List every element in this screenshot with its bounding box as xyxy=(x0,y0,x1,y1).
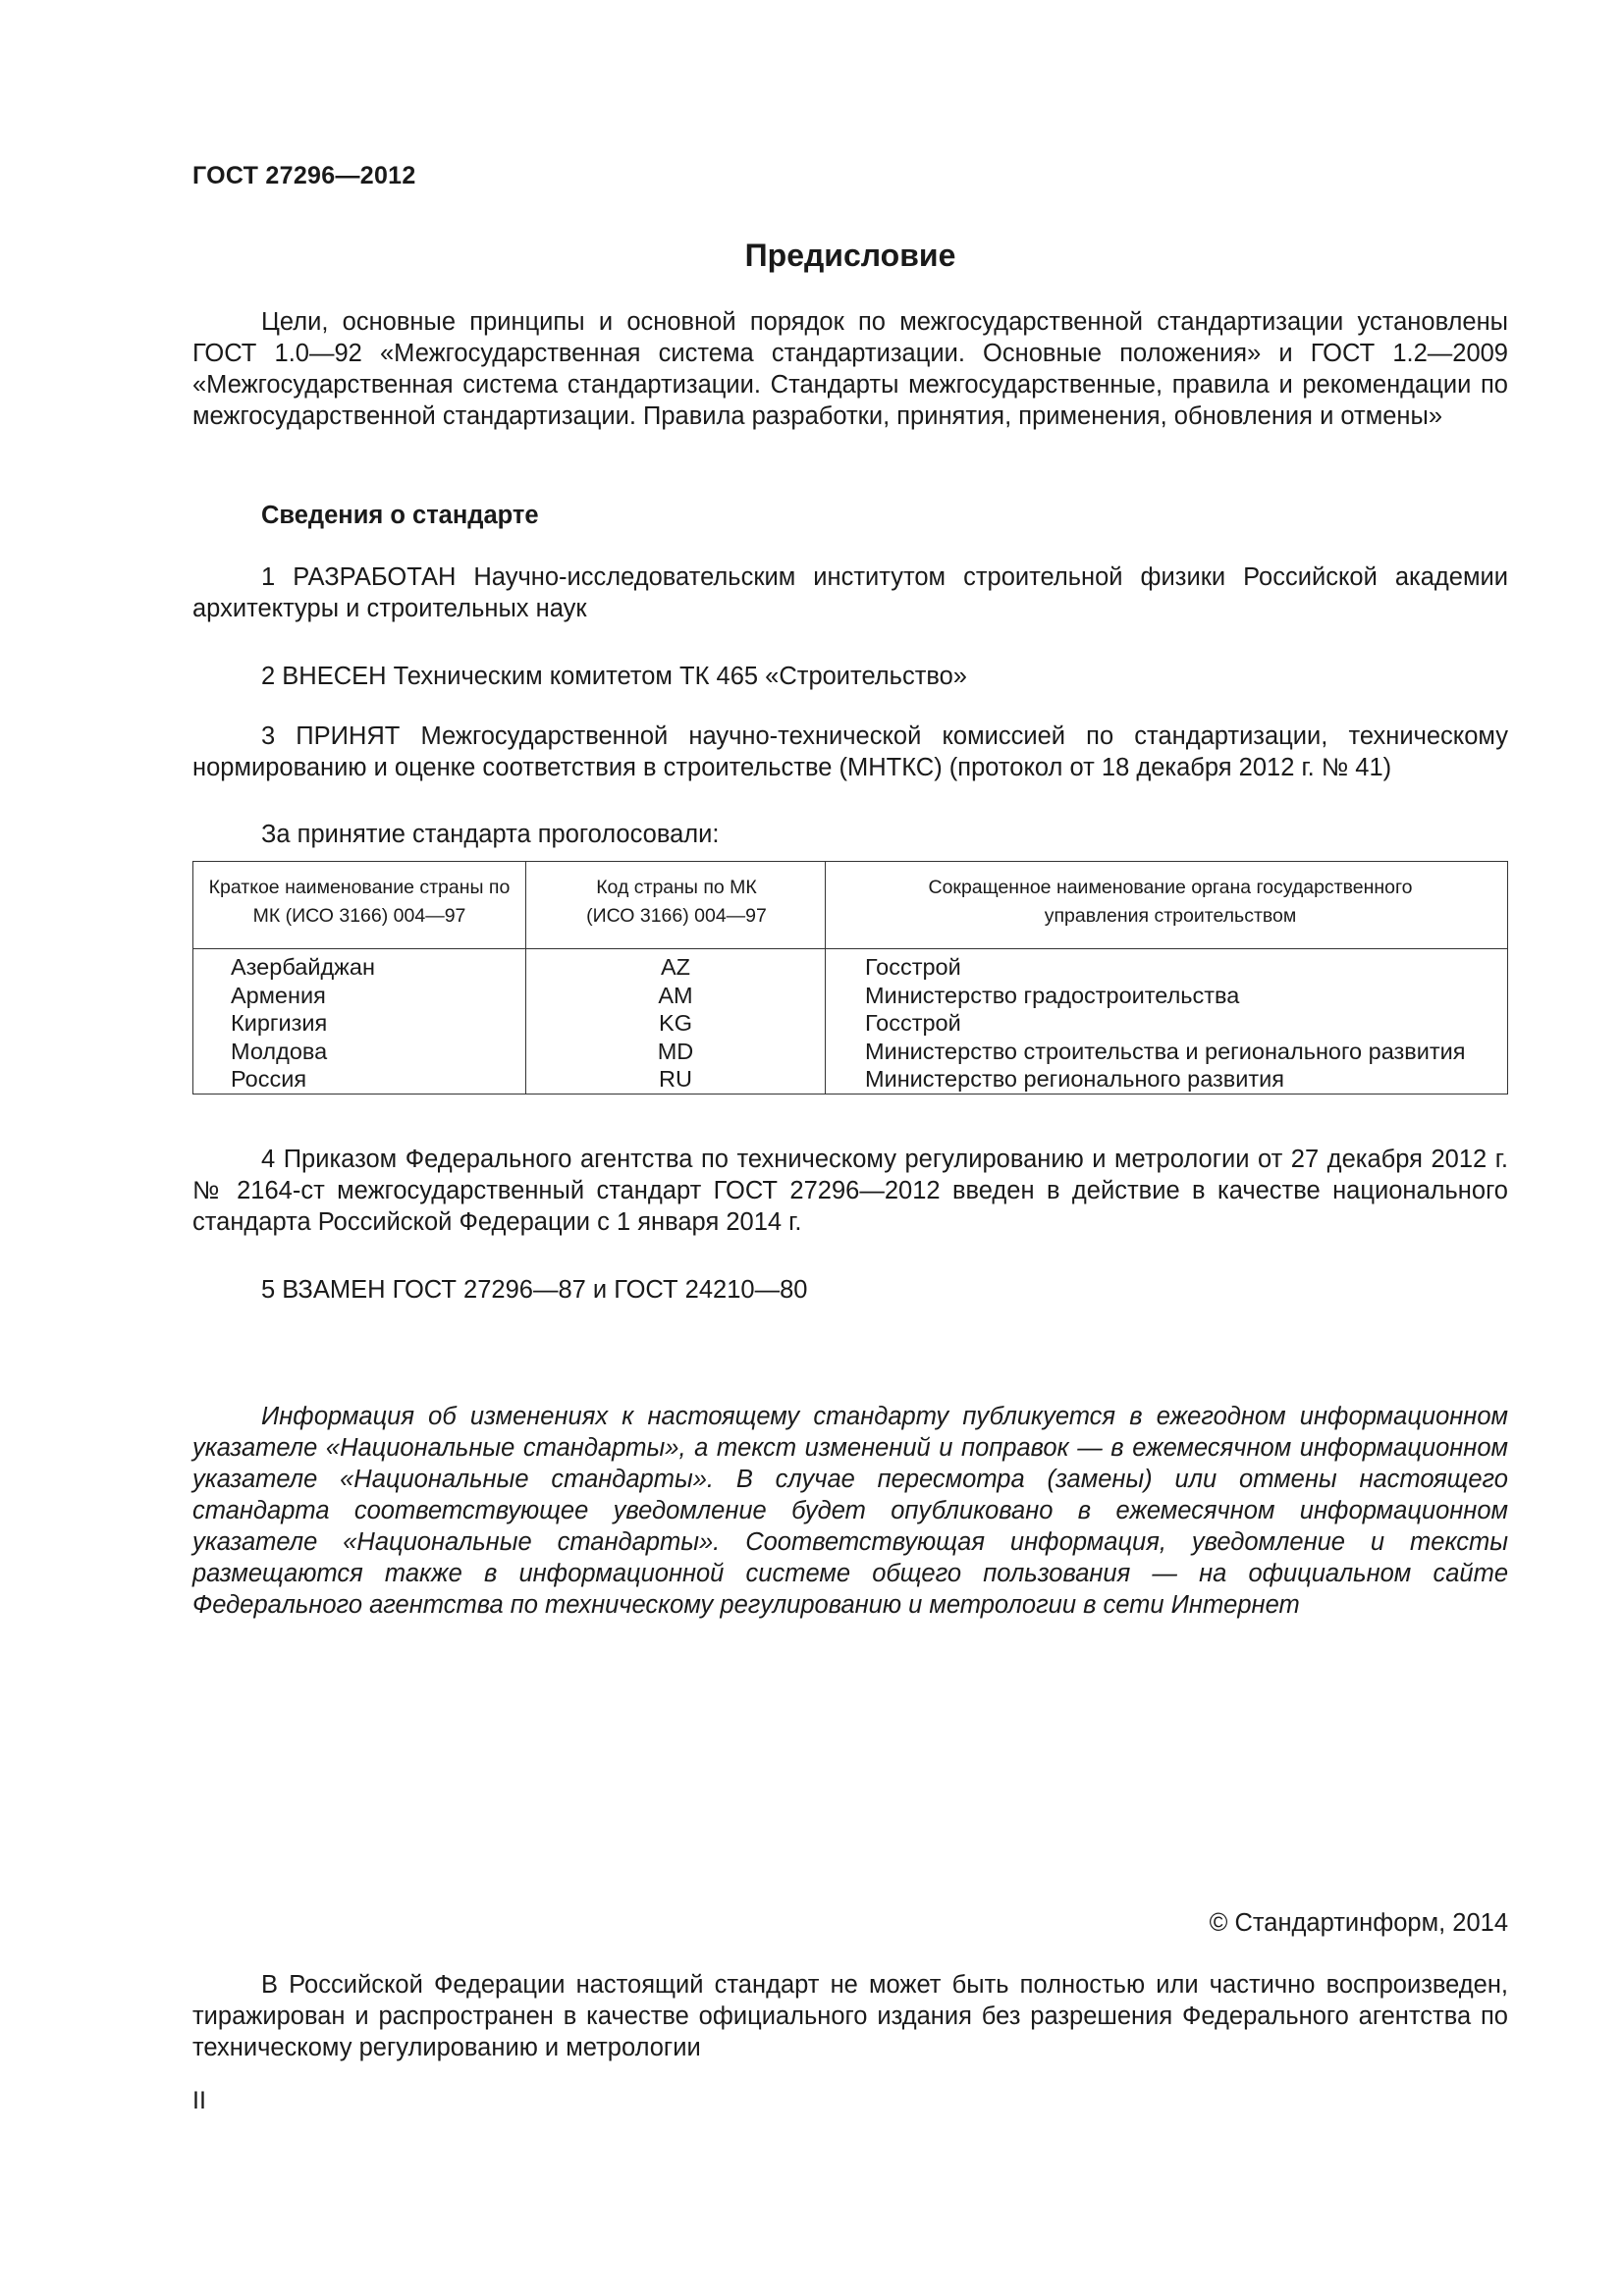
table-cell-country: Россия xyxy=(231,1066,307,1092)
table-column-code xyxy=(527,953,824,1094)
table-cell-country: Армения xyxy=(231,982,326,1008)
table-cell-code: RU xyxy=(659,1066,692,1092)
table-header-code: Код страны по МК (ИСО 3166) 004—97 xyxy=(586,877,767,927)
table-cell-code: AM xyxy=(658,982,693,1008)
table-cell-country: Азербайджан xyxy=(231,954,375,980)
info-heading: Сведения о стандарте xyxy=(261,502,539,529)
table-header-country: Краткое наименование страны по МК (ИСО 3166) 004—97 xyxy=(208,877,511,927)
table-header-rule xyxy=(193,948,1507,949)
intro-paragraph: Цели, основные принципы и основной порядок по межгосударственной стандартизации установлены ГОСТ 1.0—92 «Межгосударственная система стандартизации. Основные положения» и ГОСТ 1.2—2009 «Межгосударственная система стандартизации. Стандарты межгосударственные, правила и рекомендации по межгосударственной стандартизации. Правила разработки, принятия, применения, обновления и отмены» xyxy=(192,308,1508,430)
copyright-line: © Стандартинформ, 2014 xyxy=(1209,1909,1508,1937)
table-column-divider xyxy=(525,862,526,1094)
page-title: Предисловие xyxy=(744,238,956,273)
voting-table xyxy=(192,861,1508,1095)
item-adopted: 3 ПРИНЯТ Межгосударственной научно-технической комиссией по стандартизации, техническому нормированию и оценке соответствия в строительстве (МНТКС) (протокол от 18 декабря 2012 г. № 41) xyxy=(192,722,1508,781)
document-code: ГОСТ 27296—2012 xyxy=(192,162,416,189)
item-developed: 1 РАЗРАБОТАН Научно-исследовательским институтом строительной физики Российской академии архитектуры и строительных наук xyxy=(192,563,1508,622)
table-cell-authority: Министерство строительства и регионального развития xyxy=(865,1038,1466,1064)
change-notice: Информация об изменениях к настоящему стандарту публикуется в ежегодном информационном указателе «Национальные стандарты», а текст изменений и поправок — в ежемесячном информационном указателе «Национальные стандарты». В случае пересмотра (замены) или отмены настоящего стандарта соответствующее уведомление будет опубликовано в ежемесячном информационном указателе «Национальные стандарты». Соответствующая информация, уведомление и тексты размещаются также в информационной системе общего пользования — на официальном сайте Федерального агентства по техническому регулированию и метрологии в сети Интернет xyxy=(192,1403,1508,1619)
page-number: II xyxy=(192,2087,206,2114)
table-column-country xyxy=(231,953,375,1094)
table-cell-code: AZ xyxy=(660,954,691,980)
table-header-authority: Сокращенное наименование органа государственного управления строительством xyxy=(928,877,1413,927)
table-cell-authority: Министерство градостроительства xyxy=(865,982,1240,1008)
table-cell-code: KG xyxy=(659,1010,692,1036)
table-cell-country: Киргизия xyxy=(231,1010,328,1036)
item-enacted: 4 Приказом Федерального агентства по техническому регулированию и метрологии от 27 декабря 2012 г. № 2164-ст межгосударственный стандарт ГОСТ 27296—2012 введен в действие в качестве национального стандарта Российской Федерации с 1 января 2014 г. xyxy=(192,1146,1508,1236)
vote-intro: За принятие стандарта проголосовали: xyxy=(261,821,720,848)
table-cell-authority: Госстрой xyxy=(865,1010,961,1036)
table-column-divider xyxy=(825,862,826,1094)
rights-paragraph: В Российской Федерации настоящий стандарт не может быть полностью или частично воспроизведен, тиражирован и распространен в качестве официального издания без разрешения Федерального агентства по техническому регулированию и метрологии xyxy=(192,1971,1508,2061)
item-introduced: 2 ВНЕСЕН Техническим комитетом ТК 465 «Строительство» xyxy=(261,663,967,690)
table-cell-authority: Госстрой xyxy=(865,954,961,980)
table-cell-country: Молдова xyxy=(231,1038,328,1064)
item-replaces: 5 ВЗАМЕН ГОСТ 27296—87 и ГОСТ 24210—80 xyxy=(261,1276,808,1304)
table-column-authority xyxy=(865,953,1466,1094)
table-cell-authority: Министерство регионального развития xyxy=(865,1066,1285,1092)
table-cell-code: MD xyxy=(657,1038,694,1064)
